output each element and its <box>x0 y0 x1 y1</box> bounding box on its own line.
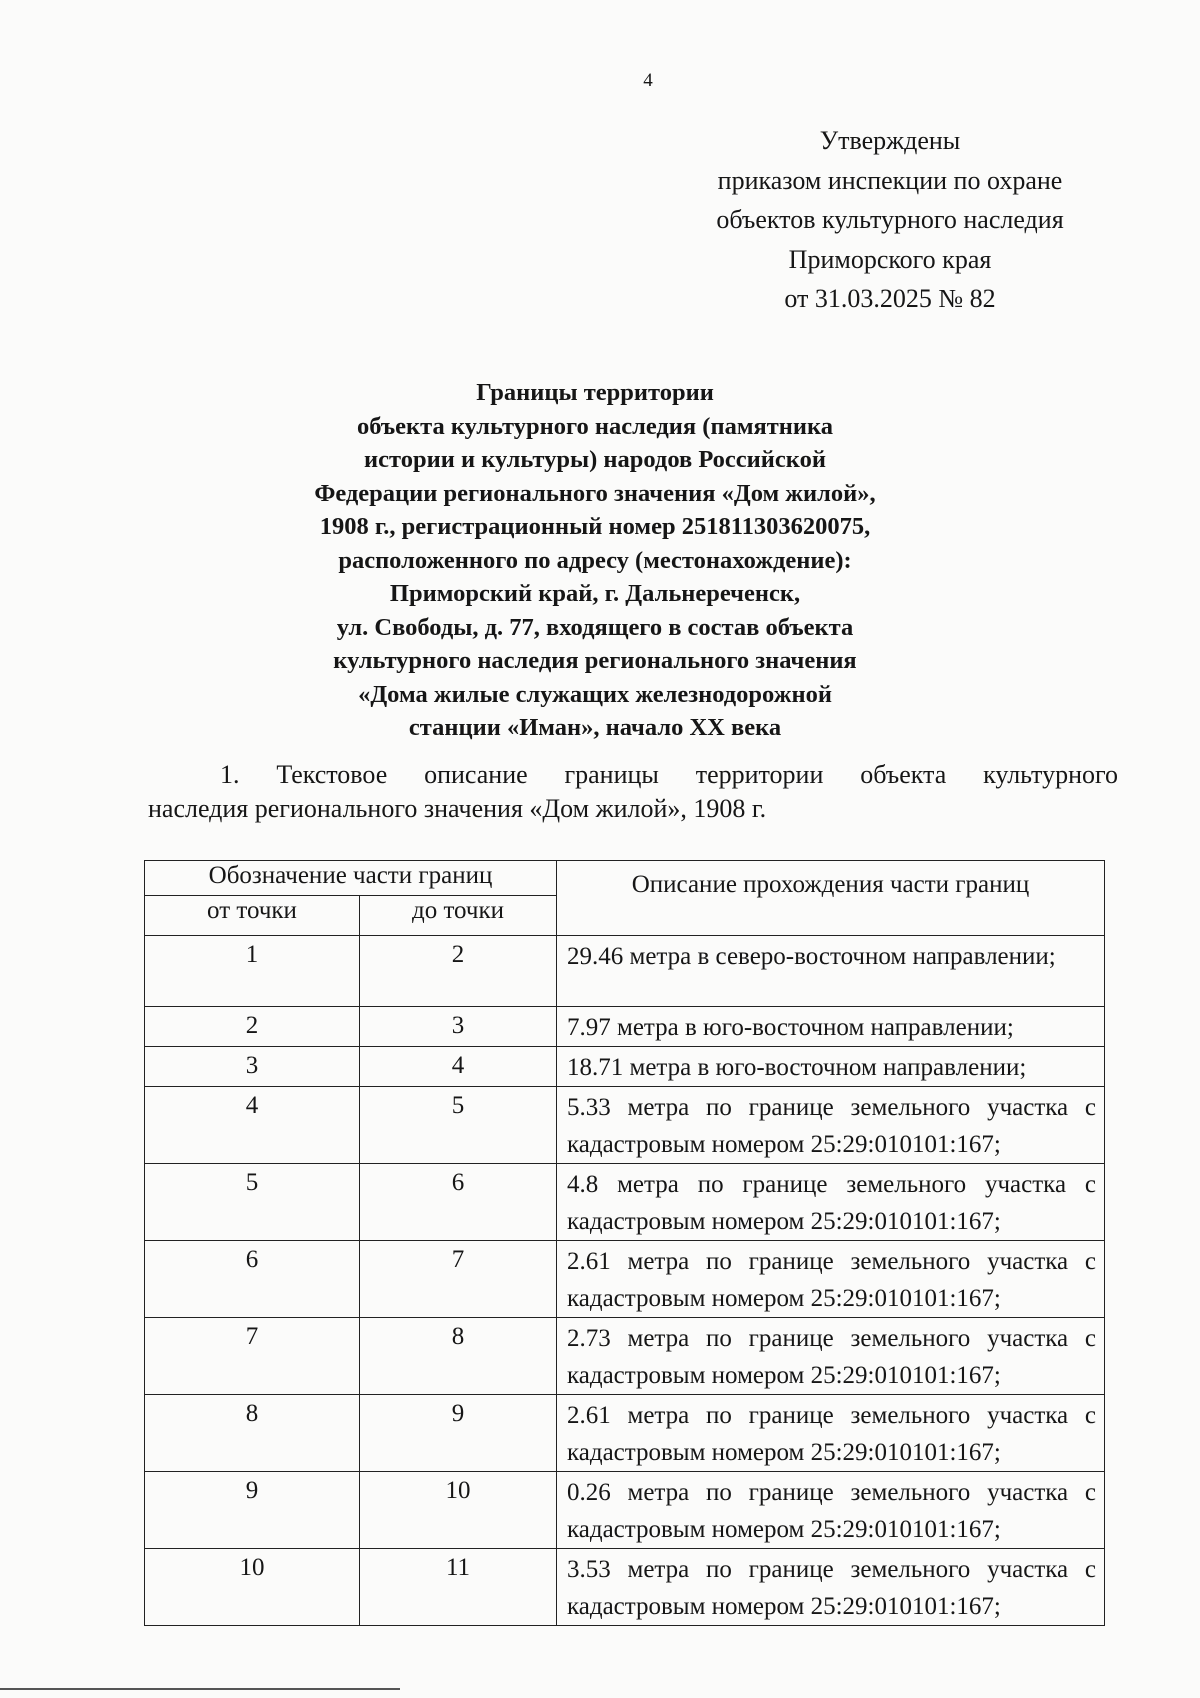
title-line: «Дома жилые служащих железнодорожной <box>358 680 832 708</box>
intro-line: наследия регионального значения «Дом жилой», 1908 г. <box>148 794 767 823</box>
cell-description: 29.46 метра в северо-восточном направлении; <box>557 936 1105 1007</box>
cell-from: 9 <box>145 1472 360 1549</box>
intro-paragraph <box>148 758 1118 826</box>
cell-to: 9 <box>360 1395 557 1472</box>
title-line: ул. Свободы, д. 77, входящего в состав объекта <box>336 613 854 641</box>
table-row <box>145 936 1105 1007</box>
cell-from: 8 <box>145 1395 360 1472</box>
table-row <box>145 1047 1105 1087</box>
cell-description: 0.26 метра по границе земельного участка с кадастровым номером 25:29:010101:167; <box>557 1472 1105 1549</box>
cell-to: 8 <box>360 1318 557 1395</box>
intro-line: 1. Текстовое описание границы территории объекта культурного <box>220 760 1118 789</box>
cell-to: 2 <box>360 936 557 1007</box>
title-line: культурного наследия регионального значения <box>333 647 857 674</box>
cell-to: 11 <box>360 1549 557 1626</box>
title-line: станции «Иман», начало XX века <box>408 714 782 741</box>
cell-from: 4 <box>145 1087 360 1164</box>
cell-description: 7.97 метра в юго-восточном направлении; <box>557 1007 1105 1047</box>
approval-line: приказом инспекции по охране <box>717 165 1063 195</box>
title-line: 1908 г., регистрационный номер 251811303620075, <box>319 513 871 540</box>
cell-to: 10 <box>360 1472 557 1549</box>
cell-description: 5.33 метра по границе земельного участка с кадастровым номером 25:29:010101:167; <box>557 1087 1105 1164</box>
cell-to: 7 <box>360 1241 557 1318</box>
approval-block <box>680 121 1100 319</box>
table-header-row <box>145 861 1105 896</box>
title-line: объекта культурного наследия (памятника <box>356 412 834 440</box>
table-row <box>145 1007 1105 1047</box>
cell-description: 2.61 метра по границе земельного участка с кадастровым номером 25:29:010101:167; <box>557 1241 1105 1318</box>
cell-description: 2.73 метра по границе земельного участка с кадастровым номером 25:29:010101:167; <box>557 1318 1105 1395</box>
cell-description: 18.71 метра в юго-восточном направлении; <box>557 1047 1105 1087</box>
cell-from: 6 <box>145 1241 360 1318</box>
boundary-table <box>144 860 1105 1626</box>
table-row <box>145 1318 1105 1395</box>
cell-from: 2 <box>145 1007 360 1047</box>
title-line: Границы территории <box>476 379 714 406</box>
cell-to: 4 <box>360 1047 557 1087</box>
title-line: Федерации регионального значения «Дом жилой», <box>314 479 876 507</box>
header-to-point: до точки <box>360 896 557 936</box>
approval-line: Приморского края <box>788 244 992 274</box>
title-line: расположенного по адресу (местонахождение): <box>338 546 852 574</box>
cell-description: 2.61 метра по границе земельного участка с кадастровым номером 25:29:010101:167; <box>557 1395 1105 1472</box>
approval-line: объектов культурного наследия <box>716 205 1064 234</box>
table-row <box>145 1164 1105 1241</box>
title-line: Приморский край, г. Дальнереченск, <box>389 580 801 607</box>
document-title <box>180 376 1010 745</box>
title-line: истории и культуры) народов Российской <box>364 446 826 473</box>
table-row <box>145 1241 1105 1318</box>
cell-description: 3.53 метра по границе земельного участка с кадастровым номером 25:29:010101:167; <box>557 1549 1105 1626</box>
header-from-point: от точки <box>145 896 360 936</box>
cell-description: 4.8 метра по границе земельного участка с кадастровым номером 25:29:010101:167; <box>557 1164 1105 1241</box>
cell-to: 6 <box>360 1164 557 1241</box>
cell-to: 5 <box>360 1087 557 1164</box>
table-row <box>145 1087 1105 1164</box>
header-boundary-part: Обозначение части границ <box>145 861 557 896</box>
approval-line: Утверждены <box>819 126 961 155</box>
table-row <box>145 1472 1105 1549</box>
cell-from: 10 <box>145 1549 360 1626</box>
header-description: Описание прохождения части границ <box>557 861 1105 936</box>
cell-from: 5 <box>145 1164 360 1241</box>
table-row <box>145 1549 1105 1626</box>
cell-to: 3 <box>360 1007 557 1047</box>
cell-from: 3 <box>145 1047 360 1087</box>
cell-from: 1 <box>145 936 360 1007</box>
scan-edge-line <box>0 1688 400 1690</box>
approval-line: от 31.03.2025 № 82 <box>784 284 996 313</box>
page-number: 4 <box>643 70 653 91</box>
cell-from: 7 <box>145 1318 360 1395</box>
table-row <box>145 1395 1105 1472</box>
